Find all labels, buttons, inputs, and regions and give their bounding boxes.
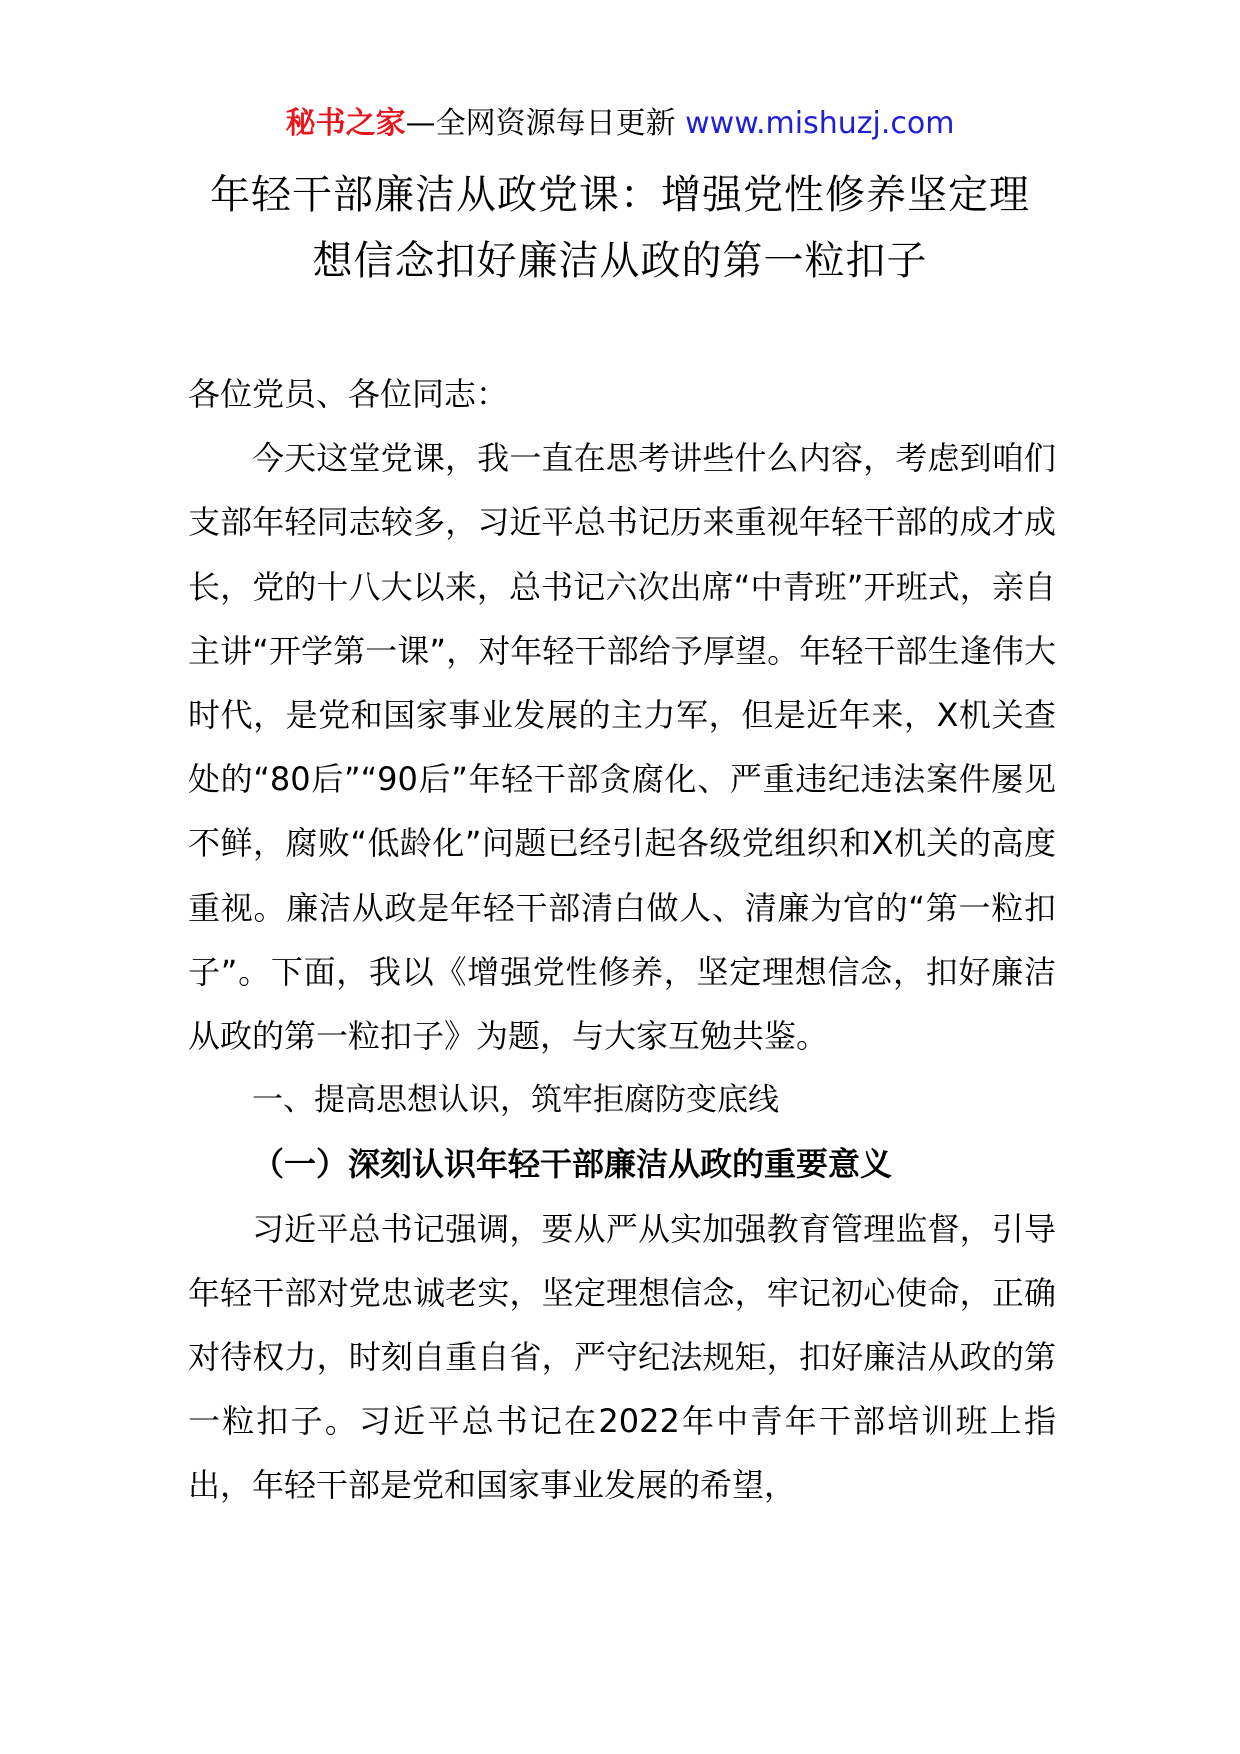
title-line-2: 想信念扣好廉洁从政的第一粒扣子 xyxy=(312,238,928,284)
section-heading-1: 一、提高思想认识，筑牢拒腐防变底线 xyxy=(252,1082,779,1119)
header-tagline: —全网资源每日更新 xyxy=(405,106,686,141)
website-url: www.mishuzj.com xyxy=(685,106,955,141)
document-title xyxy=(180,162,1060,294)
paragraph-intro: 今天这堂党课，我一直在思考讲些什么内容，考虑到咱们支部年轻同志较多，习近平总书记历来重视年轻干部的成才成长，党的十八大以来，总书记六次出席“中青班”开班式，亲自主讲“开学第一课”，对年轻干部给予厚望。年轻干部生逢伟大时代，是党和国家事业发展的主力军，但是近年来，X机关查处的“80后”“90后”年轻干部贪腐化、严重违纪违法案件屡见不鲜，腐败“低龄化”问题已经引起各级党组织和X机关的高度重视。廉洁从政是年轻干部清白做人、清廉为官的“第一粒扣子”。下面，我以《增强党性修养，坚定理想信念，扣好廉洁从政的第一粒扣子》为题，与大家互勉共鉴。 xyxy=(188,439,1056,1056)
salutation: 各位党员、各位同志： xyxy=(188,375,509,413)
subsection-heading-1: （一）深刻认识年轻干部廉洁从政的重要意义 xyxy=(252,1145,893,1184)
document-body xyxy=(188,362,1056,1518)
paragraph-section-1: 习近平总书记强调，要从严从实加强教育管理监督，引导年轻干部对党忠诚老实，坚定理想信念，牢记初心使命，正确对待权力，时刻自重自省，严守纪法规矩，扣好廉洁从政的第一粒扣子。习近平总书记在2022年中青年干部培训班上指出，年轻干部是党和国家事业发展的希望， xyxy=(188,1209,1056,1505)
site-header xyxy=(0,102,1240,146)
brand-name: 秘书之家 xyxy=(285,106,406,141)
title-line-1: 年轻干部廉洁从政党课：增强党性修养坚定理 xyxy=(210,172,1030,218)
